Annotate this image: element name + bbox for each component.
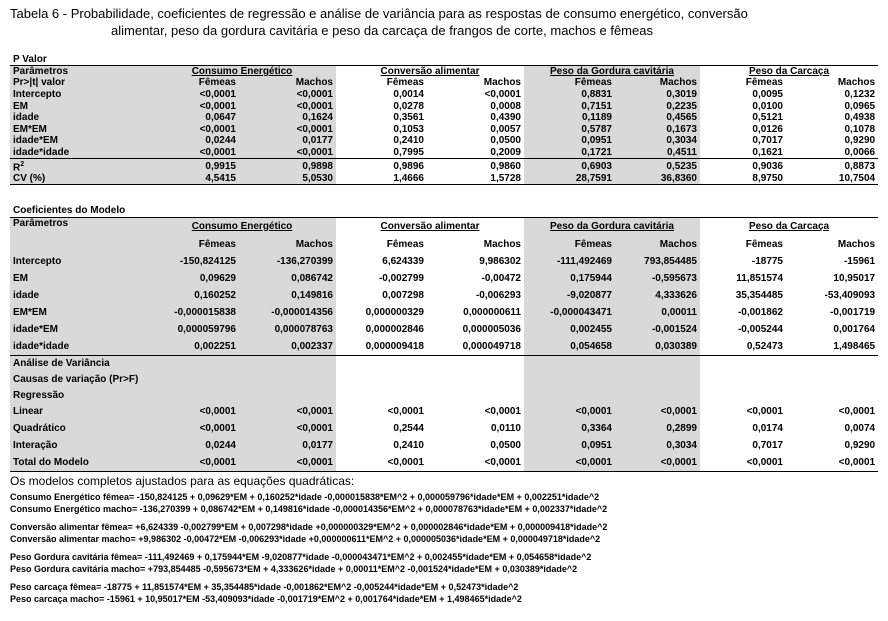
anova-causes-row-label [10, 372, 148, 388]
sex-female-header: Fêmeas [336, 77, 427, 89]
cell-value: 0,149816 [239, 288, 336, 305]
row-label-text: Interação [13, 440, 58, 451]
group-header-2 [524, 218, 700, 236]
cell-value: 0,2410 [336, 135, 427, 147]
coefficients-table [10, 205, 878, 472]
cell-value: 1,5728 [427, 173, 524, 185]
cell-value: <0,0001 [427, 89, 524, 101]
cell-value: 1,4666 [336, 173, 427, 185]
row-label-text: idade*EM [13, 324, 59, 335]
cell-value: 0,0014 [336, 89, 427, 101]
cell-value: 0,0066 [786, 147, 878, 159]
pvalue-sub-header: Pr>|t| valor [10, 77, 148, 89]
cell-value: 0,9898 [239, 158, 336, 173]
blank-cell [148, 356, 336, 372]
cell-value: <0,0001 [148, 124, 239, 136]
anova-title-row-text: Análise de Variância [13, 357, 110, 369]
sex-male-header: Machos [427, 77, 524, 89]
cell-value: -0,000043471 [524, 305, 615, 322]
cell-value: 0,4511 [615, 147, 700, 159]
cell-value: 0,0074 [786, 421, 878, 438]
row-label [10, 112, 148, 124]
cell-value: 5,0530 [239, 173, 336, 185]
cell-value: 0,9290 [786, 438, 878, 455]
group-header-label: Peso da Gordura cavitária [550, 220, 674, 232]
cell-value: 0,002251 [148, 339, 239, 356]
cell-value: -0,595673 [615, 271, 700, 288]
cell-value: 0,1621 [700, 147, 786, 159]
cell-value: <0,0001 [239, 89, 336, 101]
cell-value: <0,0001 [148, 89, 239, 101]
pvalue-sex-row [10, 77, 878, 89]
group-header-label: Consumo Energético [191, 220, 293, 232]
cell-value: 0,2235 [615, 100, 700, 112]
cell-value: 11,851574 [700, 271, 786, 288]
coef-title-row [10, 205, 878, 218]
cell-value: <0,0001 [427, 455, 524, 472]
blank-cell [524, 372, 700, 388]
row-label [10, 288, 148, 305]
cell-value: <0,0001 [786, 404, 878, 421]
cell-value: 0,9860 [427, 158, 524, 173]
fitted-models [10, 474, 880, 605]
cell-value: -15961 [786, 254, 878, 271]
coef-row [10, 288, 878, 305]
cell-value: 6,624339 [336, 254, 427, 271]
equation-gap [10, 515, 880, 522]
cell-value: 0,0951 [524, 135, 615, 147]
cell-value: -0,006293 [427, 288, 524, 305]
coef-title [10, 205, 878, 218]
coef-row [10, 322, 878, 339]
row-label [10, 339, 148, 356]
cell-value: -150,824125 [148, 254, 239, 271]
p-value-row [10, 147, 878, 159]
row-label-text: R [13, 162, 21, 174]
cell-value: 0,8873 [786, 158, 878, 173]
cell-value: <0,0001 [700, 455, 786, 472]
cell-value: <0,0001 [615, 404, 700, 421]
cell-value: 0,3034 [615, 135, 700, 147]
row-label-text: EM [13, 273, 28, 284]
cell-value: <0,0001 [239, 100, 336, 112]
model-equation: Peso carcaça fêmea= -18775 + 11,851574*EM + 35,354485*idade -0,001862*EM^2 -0,005244*idade*EM + 0,52473*idade^2 [10, 582, 519, 592]
cell-value: 0,3561 [336, 112, 427, 124]
table-caption [10, 5, 880, 39]
cell-value: 0,0177 [239, 438, 336, 455]
cell-value: 0,000059796 [148, 322, 239, 339]
anova-row [10, 404, 878, 421]
cell-value: 0,0174 [700, 421, 786, 438]
cell-value: 9,986302 [427, 254, 524, 271]
cell-value: <0,0001 [239, 421, 336, 438]
model-equation: Conversão alimentar macho= +9,986302 -0,00472*EM -0,006293*idade +0,000000611*EM^2 + 0,000005036*idade*EM + 0,000049718*idade^2 [10, 533, 601, 544]
coef-sex-row [10, 236, 878, 254]
row-label [10, 404, 148, 421]
cell-value: 0,0008 [427, 100, 524, 112]
cell-value: -0,000014356 [239, 305, 336, 322]
row-label [10, 89, 148, 101]
cell-value: 0,160252 [148, 288, 239, 305]
anova-row [10, 438, 878, 455]
cell-value: <0,0001 [524, 455, 615, 472]
blank-cell [524, 356, 700, 372]
group-header-label: Peso da Carcaça [749, 66, 830, 78]
p-value-row [10, 124, 878, 136]
row-label-text: CV (%) [13, 173, 46, 185]
cell-value: 0,0965 [786, 100, 878, 112]
cell-value: 0,9290 [786, 135, 878, 147]
cell-value: 0,4938 [786, 112, 878, 124]
row-label [10, 158, 148, 173]
cell-value: 0,7151 [524, 100, 615, 112]
coef-row [10, 254, 878, 271]
group-header-label: Consumo Energético [191, 66, 293, 78]
sex-male-header: Machos [239, 236, 336, 254]
cell-value: 0,9896 [336, 158, 427, 173]
r-squared-row [10, 158, 878, 173]
cell-value: 0,0647 [148, 112, 239, 124]
anova-row [10, 455, 878, 472]
model-equation: Conversão alimentar fêmea= +6,624339 -0,002799*EM + 0,007298*idade +0,000000329*EM^2 + 0,000002846*idade*EM + 0,000009418*idade^2 [10, 522, 608, 532]
cell-value: 0,1189 [524, 112, 615, 124]
cell-value: 4,333626 [615, 288, 700, 305]
anova-causes-row [10, 372, 878, 388]
cell-value: 0,0278 [336, 100, 427, 112]
sex-male-header: Machos [615, 77, 700, 89]
row-label-text: Intercepto [13, 256, 62, 267]
cell-value: 0,5121 [700, 112, 786, 124]
cell-value: 0,8831 [524, 89, 615, 101]
sex-female-header: Fêmeas [148, 236, 239, 254]
cell-value: 0,000002846 [336, 322, 427, 339]
blank-cell [700, 356, 878, 372]
cell-value: 0,0500 [427, 438, 524, 455]
row-label-text: idade*idade [13, 340, 70, 352]
cell-value: <0,0001 [148, 455, 239, 472]
cell-value: 0,3019 [615, 89, 700, 101]
row-label-text: Linear [13, 406, 44, 417]
model-equation: Consumo Energético macho= -136,270399 + 0,086742*EM + 0,149816*idade -0,000014356*EM^2 + 0,000078763*idade*EM + 0,002337*idade^2 [10, 503, 608, 514]
row-label [10, 124, 148, 136]
cell-value: 0,000049718 [427, 339, 524, 356]
p-value-title [10, 54, 878, 66]
blank-cell [336, 388, 524, 404]
group-header-label: Peso da Gordura cavitária [550, 66, 674, 78]
sex-female-header: Fêmeas [148, 77, 239, 89]
coef-row [10, 339, 878, 356]
cell-value: 0,5787 [524, 124, 615, 136]
cell-value: 0,000009418 [336, 339, 427, 356]
cell-value: <0,0001 [148, 147, 239, 159]
row-label-text: Total do Modelo [13, 456, 89, 468]
cell-value: <0,0001 [239, 147, 336, 159]
model-equation: Consumo Energético fêmea= -150,824125 + 0,09629*EM + 0,160252*idade -0,000015838*EM^2 + 0,000059796*idade*EM + 0,002251*idade^2 [10, 492, 600, 502]
cell-value: -53,409093 [786, 288, 878, 305]
cell-value: 0,030389 [615, 339, 700, 356]
cell-value: 8,9750 [700, 173, 786, 185]
cell-value: -9,020877 [524, 288, 615, 305]
group-header-label: Conversão alimentar [380, 220, 480, 232]
cell-value: <0,0001 [524, 404, 615, 421]
cell-value: 0,001764 [786, 322, 878, 339]
cell-value: -136,270399 [239, 254, 336, 271]
cell-value: 0,7995 [336, 147, 427, 159]
cell-value: 0,175944 [524, 271, 615, 288]
cell-value: 0,0951 [524, 438, 615, 455]
cell-value: 0,9036 [700, 158, 786, 173]
cell-value: 0,0244 [148, 438, 239, 455]
row-label-text: EM*EM [13, 123, 47, 135]
cell-value: 0,1673 [615, 124, 700, 136]
anova-title-row [10, 356, 878, 372]
blank-cell [148, 388, 336, 404]
cell-value: 0,0110 [427, 421, 524, 438]
p-value-row [10, 135, 878, 147]
models-intro: Os modelos completos ajustados para as equações quadráticas: [10, 474, 355, 488]
cell-value: <0,0001 [239, 124, 336, 136]
anova-row [10, 421, 878, 438]
pvalue-group-header-row [10, 66, 878, 78]
cell-value: 0,1624 [239, 112, 336, 124]
sex-male-header: Machos [427, 236, 524, 254]
cell-value: 0,2410 [336, 438, 427, 455]
caption-line-2: alimentar, peso da gordura cavitária e peso da carcaça de frangos de corte, machos e fêmeas [111, 23, 653, 38]
cell-value: 0,086742 [239, 271, 336, 288]
cell-value: -0,001524 [615, 322, 700, 339]
sex-female-header: Fêmeas [336, 236, 427, 254]
cell-value: 0,000078763 [239, 322, 336, 339]
model-equation: Peso Gordura cavitária fêmea= -111,492469 + 0,175944*EM -9,020877*idade -0,000043471*EM^2 + 0,002455*idade*EM + 0,054658*idade^2 [10, 552, 592, 562]
cell-value: 0,0244 [148, 135, 239, 147]
cell-value: 0,002337 [239, 339, 336, 356]
cell-value: 0,1053 [336, 124, 427, 136]
cell-value: <0,0001 [148, 100, 239, 112]
row-label [10, 135, 148, 147]
row-label [10, 455, 148, 472]
cell-value: <0,0001 [239, 404, 336, 421]
cell-value: 28,7591 [524, 173, 615, 185]
cell-value: <0,0001 [336, 404, 427, 421]
coef-row [10, 305, 878, 322]
row-label-text: Intercepto [13, 89, 62, 101]
cell-value: 0,2899 [615, 421, 700, 438]
blank-cell [336, 372, 524, 388]
cell-value: 0,1078 [786, 124, 878, 136]
cell-value: 0,000005036 [427, 322, 524, 339]
cell-value: -111,492469 [524, 254, 615, 271]
cell-value: 10,95017 [786, 271, 878, 288]
p-value-row [10, 100, 878, 112]
cell-value: -18775 [700, 254, 786, 271]
cell-value: 10,7504 [786, 173, 878, 185]
anova-regression-row-label [10, 388, 148, 404]
cell-value: <0,0001 [148, 421, 239, 438]
anova-regression-row-text: Regressão [13, 389, 65, 401]
cell-value: 0,000000611 [427, 305, 524, 322]
blank-cell [700, 372, 878, 388]
cell-value: <0,0001 [336, 455, 427, 472]
model-equation: Peso Gordura cavitária macho= +793,854485 -0,595673*EM + 4,333626*idade + 0,00011*EM^2 -0,001524*idade*EM + 0,030389*idade^2 [10, 563, 578, 574]
cell-value: 0,000000329 [336, 305, 427, 322]
p-value-table [10, 54, 878, 185]
cell-value: 0,9915 [148, 158, 239, 173]
sex-male-header: Machos [615, 236, 700, 254]
group-header-2 [524, 66, 700, 78]
sex-female-header: Fêmeas [700, 236, 786, 254]
group-header-0 [148, 218, 336, 236]
cell-value: 0,007298 [336, 288, 427, 305]
coef-row [10, 271, 878, 288]
pvalue-param-header: Parâmetros [10, 66, 148, 78]
row-label [10, 147, 148, 159]
equation-list [10, 492, 880, 605]
sex-male-header: Machos [239, 77, 336, 89]
row-label [10, 254, 148, 271]
cell-value: 0,09629 [148, 271, 239, 288]
cell-value: 0,0057 [427, 124, 524, 136]
blank-cell [524, 388, 700, 404]
blank-cell [336, 356, 524, 372]
row-label [10, 100, 148, 112]
caption-line-1: Tabela 6 - Probabilidade, coeficientes de regressão e análise de variância para as respostas de consumo energético, conversão [10, 6, 748, 21]
sex-female-header: Fêmeas [700, 77, 786, 89]
row-label-text: idade*idade [13, 146, 70, 158]
blank-cell [148, 372, 336, 388]
cell-value: 0,1721 [524, 147, 615, 159]
coef-sub-header [10, 236, 148, 254]
anova-causes-row-text: Causas de variação (Pr>F) [13, 373, 139, 385]
row-label [10, 173, 148, 185]
cell-value: 0,2009 [427, 147, 524, 159]
cell-value: <0,0001 [239, 455, 336, 472]
sex-male-header: Machos [786, 77, 878, 89]
cell-value: <0,0001 [148, 404, 239, 421]
row-label [10, 305, 148, 322]
row-label-text: idade*EM [13, 135, 59, 147]
cell-value: 0,2544 [336, 421, 427, 438]
cell-value: 35,354485 [700, 288, 786, 305]
cell-value: -0,002799 [336, 271, 427, 288]
blank-cell [700, 388, 878, 404]
cell-value: 0,6903 [524, 158, 615, 173]
group-header-0 [148, 66, 336, 78]
cell-value: <0,0001 [786, 455, 878, 472]
group-header-1 [336, 66, 524, 78]
cell-value: -0,001862 [700, 305, 786, 322]
model-equation: Peso carcaça macho= -15961 + 10,95017*EM -53,409093*idade -0,001719*EM^2 + 0,001764*idade*EM + 1,498465*idade^2 [10, 593, 522, 604]
cell-value: 0,002455 [524, 322, 615, 339]
cell-value: -0,00472 [427, 271, 524, 288]
cell-value: 0,4565 [615, 112, 700, 124]
cell-value: 0,7017 [700, 438, 786, 455]
cell-value: 0,0100 [700, 100, 786, 112]
cell-value: 0,7017 [700, 135, 786, 147]
row-label-text: idade [13, 290, 40, 301]
p-value-title-text: P Valor [13, 54, 47, 66]
cell-value: -0,005244 [700, 322, 786, 339]
cell-value: -0,000015838 [148, 305, 239, 322]
cell-value: 36,8360 [615, 173, 700, 185]
p-value-title-row [10, 54, 878, 66]
sex-female-header: Fêmeas [524, 77, 615, 89]
row-label-text: EM*EM [13, 307, 47, 318]
cell-value: <0,0001 [700, 404, 786, 421]
coef-title-text: Coeficientes do Modelo [13, 205, 126, 216]
coef-param-header: Parâmetros [10, 218, 148, 236]
cell-value: 0,3364 [524, 421, 615, 438]
coef-group-header-row [10, 218, 878, 236]
equation-gap [10, 545, 880, 552]
row-label [10, 438, 148, 455]
group-header-1 [336, 218, 524, 236]
row-label [10, 271, 148, 288]
group-header-label: Conversão alimentar [380, 66, 480, 78]
row-label [10, 322, 148, 339]
cell-value: 0,054658 [524, 339, 615, 356]
equation-gap [10, 575, 880, 582]
cell-value: 0,00011 [615, 305, 700, 322]
cell-value: 0,4390 [427, 112, 524, 124]
group-header-3 [700, 218, 878, 236]
sex-male-header: Machos [786, 236, 878, 254]
cell-value: 0,52473 [700, 339, 786, 356]
cell-value: <0,0001 [615, 455, 700, 472]
cell-value: 793,854485 [615, 254, 700, 271]
group-header-label: Peso da Carcaça [749, 220, 830, 232]
sex-female-header: Fêmeas [524, 236, 615, 254]
cell-value: <0,0001 [427, 404, 524, 421]
cell-value: -0,001719 [786, 305, 878, 322]
anova-title-row-label [10, 356, 148, 372]
cell-value: 0,0126 [700, 124, 786, 136]
p-value-row [10, 89, 878, 101]
row-label-superscript: 2 [20, 160, 25, 168]
row-label-text: Quadrático [13, 423, 66, 434]
anova-regression-row [10, 388, 878, 404]
cell-value: 1,498465 [786, 339, 878, 356]
row-label-text: EM [13, 100, 28, 112]
cell-value: 0,0177 [239, 135, 336, 147]
group-header-3 [700, 66, 878, 78]
cell-value: 0,5235 [615, 158, 700, 173]
cv-row [10, 173, 878, 185]
cell-value: 4,5415 [148, 173, 239, 185]
row-label-text: idade [13, 112, 40, 124]
row-label [10, 421, 148, 438]
cell-value: 0,0500 [427, 135, 524, 147]
cell-value: 0,1232 [786, 89, 878, 101]
p-value-row [10, 112, 878, 124]
cell-value: 0,3034 [615, 438, 700, 455]
cell-value: 0,0095 [700, 89, 786, 101]
